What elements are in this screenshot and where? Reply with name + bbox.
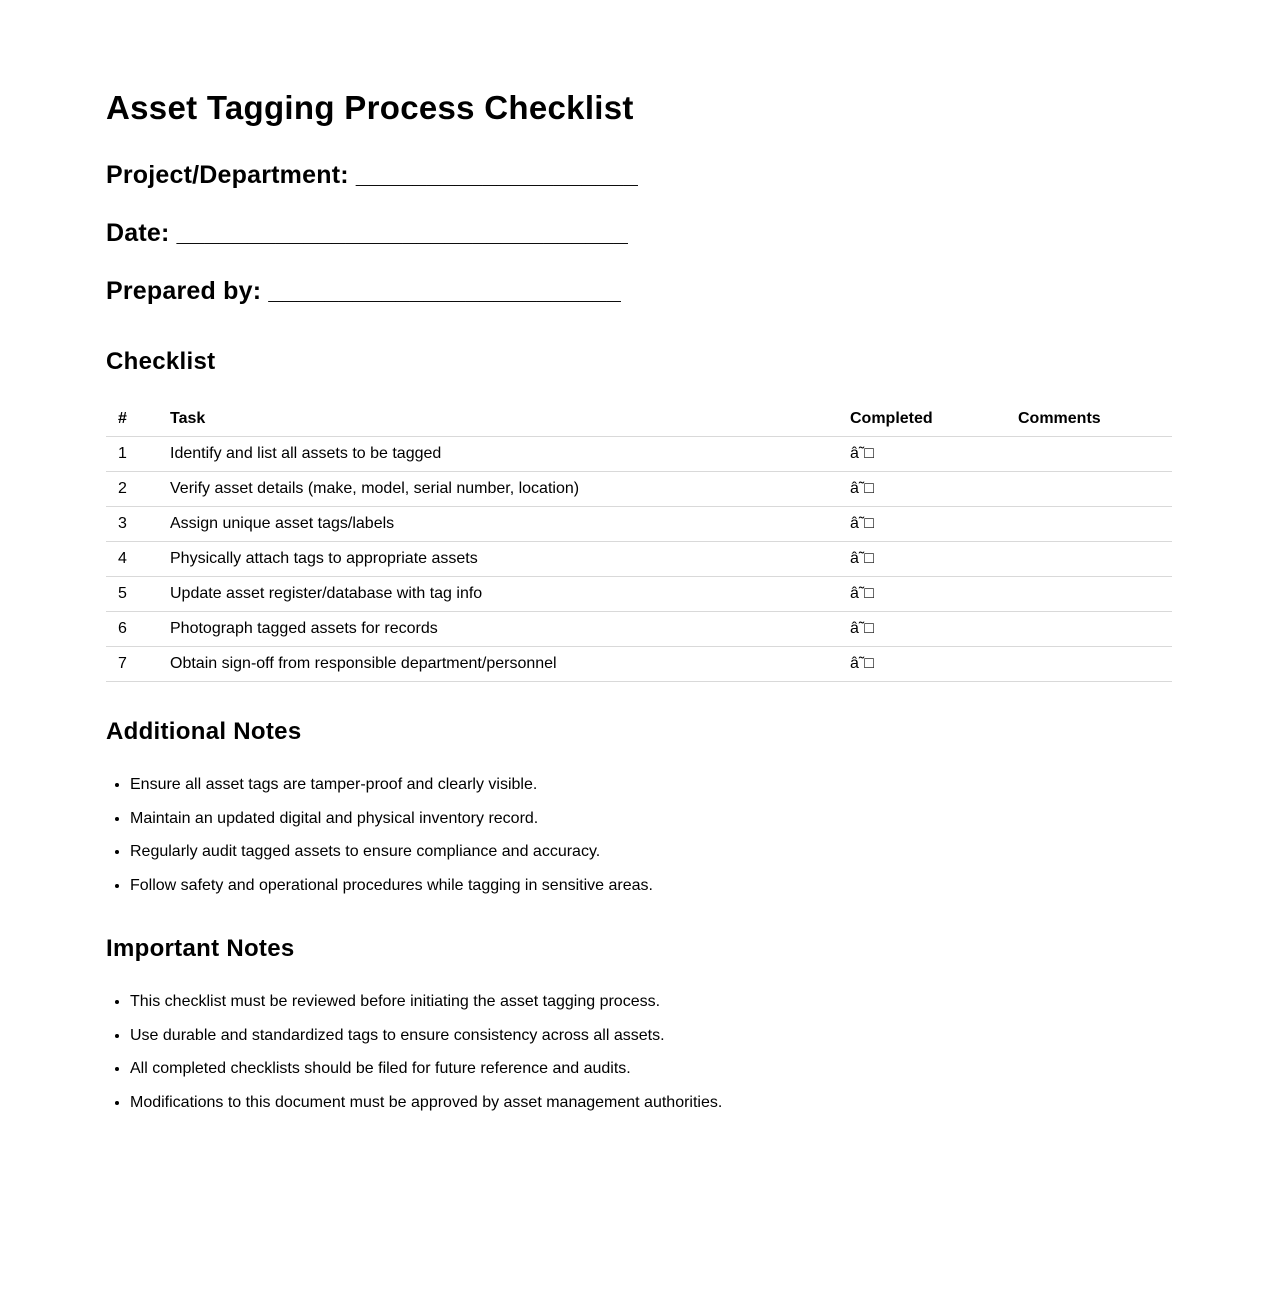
important-notes-list (106, 992, 722, 1127)
table-row (106, 437, 1172, 472)
checklist-heading: Checklist (106, 348, 216, 375)
row-number: 7 (106, 647, 170, 682)
row-number: 4 (106, 542, 170, 577)
column-header-task: Task (170, 401, 849, 437)
row-number: 1 (106, 437, 170, 472)
checklist-table (106, 401, 1172, 682)
additional-notes-heading: Additional Notes (106, 718, 302, 745)
completed-checkbox[interactable]: â˜□ (849, 577, 1018, 612)
table-row (106, 472, 1172, 507)
column-header-comments: Comments (1018, 401, 1172, 437)
additional-notes-list (106, 775, 653, 910)
prepared-by-field: Prepared by: _________________________ (106, 277, 621, 305)
list-item: • Maintain an updated digital and physical inventory record. (130, 809, 653, 828)
row-comments (1018, 437, 1172, 472)
list-item: • Modifications to this document must be approved by asset management authorities. (130, 1093, 722, 1112)
row-comments (1018, 577, 1172, 612)
completed-checkbox[interactable]: â˜□ (849, 612, 1018, 647)
row-task: Verify asset details (make, model, serial number, location) (170, 472, 849, 507)
row-task: Photograph tagged assets for records (170, 612, 849, 647)
important-notes-heading: Important Notes (106, 935, 295, 962)
row-number: 6 (106, 612, 170, 647)
row-number: 3 (106, 507, 170, 542)
row-comments (1018, 647, 1172, 682)
date-field: Date: ________________________________ (106, 219, 628, 247)
list-item: • Regularly audit tagged assets to ensure compliance and accuracy. (130, 842, 653, 861)
list-item: • This checklist must be reviewed before initiating the asset tagging process. (130, 992, 722, 1011)
completed-checkbox[interactable]: â˜□ (849, 472, 1018, 507)
column-header-number: # (106, 401, 170, 437)
completed-checkbox[interactable]: â˜□ (849, 647, 1018, 682)
completed-checkbox[interactable]: â˜□ (849, 542, 1018, 577)
list-item: • Ensure all asset tags are tamper-proof and clearly visible. (130, 775, 653, 794)
row-task: Assign unique asset tags/labels (170, 507, 849, 542)
row-task: Identify and list all assets to be tagged (170, 437, 849, 472)
project-department-field: Project/Department: ____________________ (106, 161, 638, 189)
column-header-completed: Completed (849, 401, 1018, 437)
row-number: 2 (106, 472, 170, 507)
list-item: • All completed checklists should be filed for future reference and audits. (130, 1059, 722, 1078)
completed-checkbox[interactable]: â˜□ (849, 437, 1018, 472)
row-comments (1018, 507, 1172, 542)
table-row (106, 612, 1172, 647)
table-row (106, 542, 1172, 577)
completed-checkbox[interactable]: â˜□ (849, 507, 1018, 542)
row-task: Physically attach tags to appropriate assets (170, 542, 849, 577)
page-title: Asset Tagging Process Checklist (106, 89, 634, 126)
checklist-header-row (106, 401, 1172, 437)
row-comments (1018, 472, 1172, 507)
list-item: • Use durable and standardized tags to ensure consistency across all assets. (130, 1026, 722, 1045)
table-row (106, 577, 1172, 612)
row-comments (1018, 542, 1172, 577)
list-item: • Follow safety and operational procedures while tagging in sensitive areas. (130, 876, 653, 895)
row-task: Obtain sign-off from responsible department/personnel (170, 647, 849, 682)
row-number: 5 (106, 577, 170, 612)
table-row (106, 507, 1172, 542)
table-row (106, 647, 1172, 682)
row-comments (1018, 612, 1172, 647)
row-task: Update asset register/database with tag info (170, 577, 849, 612)
